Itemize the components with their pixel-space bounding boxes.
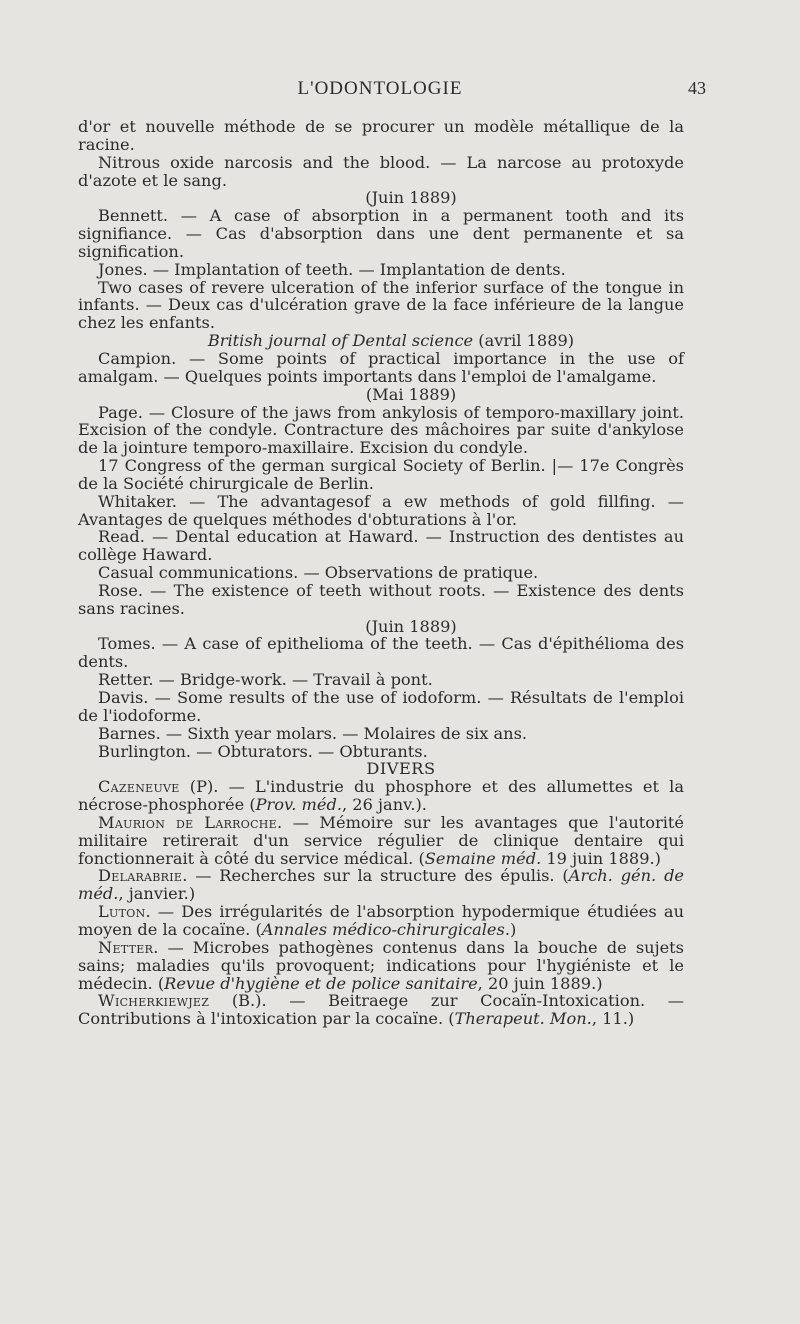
bibliography-entry: Read. — Dental education at Haward. — Instruction des dentistes au collège Haward. bbox=[78, 527, 684, 565]
bibliography-entry: Jones. — Implantation of teeth. — Implantation de dents. bbox=[98, 259, 566, 279]
bibliography-entry: Casual communications. — Observations de pratique. bbox=[98, 563, 539, 583]
bibliography-entry: Luton. — Des irrégularités de l'absorption hypodermique étudiées au moyen de la cocaïne. (Annales médico-chirurgicales.) bbox=[78, 902, 684, 939]
bibliography-entry: Tomes. — A case of epithelioma of the teeth. — Cas d'épithélioma des dents. bbox=[78, 634, 684, 672]
bibliography-entry: Netter. — Microbes pathogènes contenus dans la bouche de sujets sains; maladies qu'ils provoquent; indications pour l'hygiéniste et le médecin. (Revue d'hygiène et de police sanitaire, 20 juin 1889.) bbox=[78, 937, 684, 993]
page-number: 43 bbox=[688, 78, 706, 98]
source-title: Prov. méd. bbox=[255, 795, 342, 815]
page-header bbox=[78, 78, 706, 102]
issue-date: (Juin 1889) bbox=[365, 188, 457, 208]
journal-date: (avril 1889) bbox=[473, 331, 575, 351]
source-title: Therapeut. Mon. bbox=[454, 1009, 592, 1029]
source-title: Annales médico-chirurgicales. bbox=[261, 919, 510, 939]
author-name: Maurion de Larroche bbox=[98, 812, 278, 832]
issue-date: (Mai 1889) bbox=[365, 384, 457, 404]
bibliography-entry: Whitaker. — The advantagesof a ew methods of gold fillfing. — Avantages de quelques méthodes d'obturations à l'or. bbox=[78, 491, 684, 529]
journal-heading bbox=[78, 332, 684, 350]
bibliography-entry: Burlington. — Obturators. — Obturants. bbox=[98, 741, 428, 761]
bibliography-entry: Wicherkiewjez (B.). — Beitraege zur Cocaïn-Intoxication. — Contributions à l'intoxication par la cocaïne. (Therapeut. Mon., 11.) bbox=[78, 991, 684, 1029]
journal-title: British journal of Dental science bbox=[207, 331, 474, 351]
bibliography-entry: Retter. — Bridge-work. — Travail à pont. bbox=[98, 670, 433, 690]
issue-date: (Juin 1889) bbox=[365, 616, 457, 636]
author-name: Wicherkiewjez bbox=[98, 991, 210, 1011]
page-body bbox=[78, 118, 684, 1028]
source-title: Revue d'hygiène et de police sanitaire bbox=[164, 973, 478, 993]
source-title: Arch. gén. de méd. bbox=[78, 866, 685, 904]
bibliography-entry: 17 Congress of the german surgical Society of Berlin. |— 17e Congrès de la Société chirurgicale de Berlin. bbox=[78, 456, 684, 493]
running-title: L'ODONTOLOGIE bbox=[297, 78, 463, 99]
bibliography-entry: Bennett. — A case of absorption in a permanent tooth and its signifiance. — Cas d'absorption dans une dent permanente et sa signification. bbox=[78, 206, 684, 261]
author-name: Cazeneuve bbox=[98, 777, 180, 797]
author-name: Delarabrie bbox=[98, 866, 183, 886]
bibliography-entry: Barnes. — Sixth year molars. — Molaires de six ans. bbox=[98, 723, 528, 743]
bibliography-entry: Delarabrie. — Recherches sur la structure des épulis. (Arch. gén. de méd., janvier.) bbox=[78, 866, 685, 904]
bibliography-entry: Two cases of revere ulceration of the inferior surface of the tongue in infants. — Deux cas d'ulcération grave de la face inférieure de la langue chez les enfants. bbox=[78, 277, 684, 333]
source-title: Semaine méd. bbox=[424, 848, 542, 868]
bibliography-entry: Cazeneuve (P). — L'industrie du phosphore et des allumettes et la nécrose-phosphorée (Prov. méd., 26 janv.). bbox=[78, 777, 684, 815]
section-heading: DIVERS bbox=[366, 759, 436, 779]
author-name: Netter bbox=[98, 937, 154, 957]
bibliography-entry: Nitrous oxide narcosis and the blood. — La narcose au protoxyde d'azote et le sang. bbox=[78, 152, 684, 190]
entry-continuation: d'or et nouvelle méthode de se procurer un modèle métallique de la racine. bbox=[78, 117, 684, 154]
bibliography-entry: Campion. — Some points of practical importance in the use of amalgam. — Quelques points importants dans l'emploi de l'amalgame. bbox=[78, 348, 684, 386]
bibliography-entry: Maurion de Larroche. — Mémoire sur les avantages que l'autorité militaire retirerait d'un service régulier de clinique dentaire qui fonctionnerait à côté du service médical. (Semaine méd. 19 juin 1889.) bbox=[78, 812, 685, 868]
bibliography-entry: Rose. — The existence of teeth without roots. — Existence des dents sans racines. bbox=[78, 580, 684, 618]
bibliography-entry: Davis. — Some results of the use of iodoform. — Résultats de l'emploi de l'iodoforme. bbox=[78, 688, 684, 725]
bibliography-entry: Page. — Closure of the jaws from ankylosis of temporo-maxillary joint. Excision of the condyle. Contracture des mâchoires par suite d'ankylose de la jointure temporo-maxillaire. Excision du condyle. bbox=[78, 402, 684, 458]
author-name: Luton bbox=[98, 902, 146, 922]
